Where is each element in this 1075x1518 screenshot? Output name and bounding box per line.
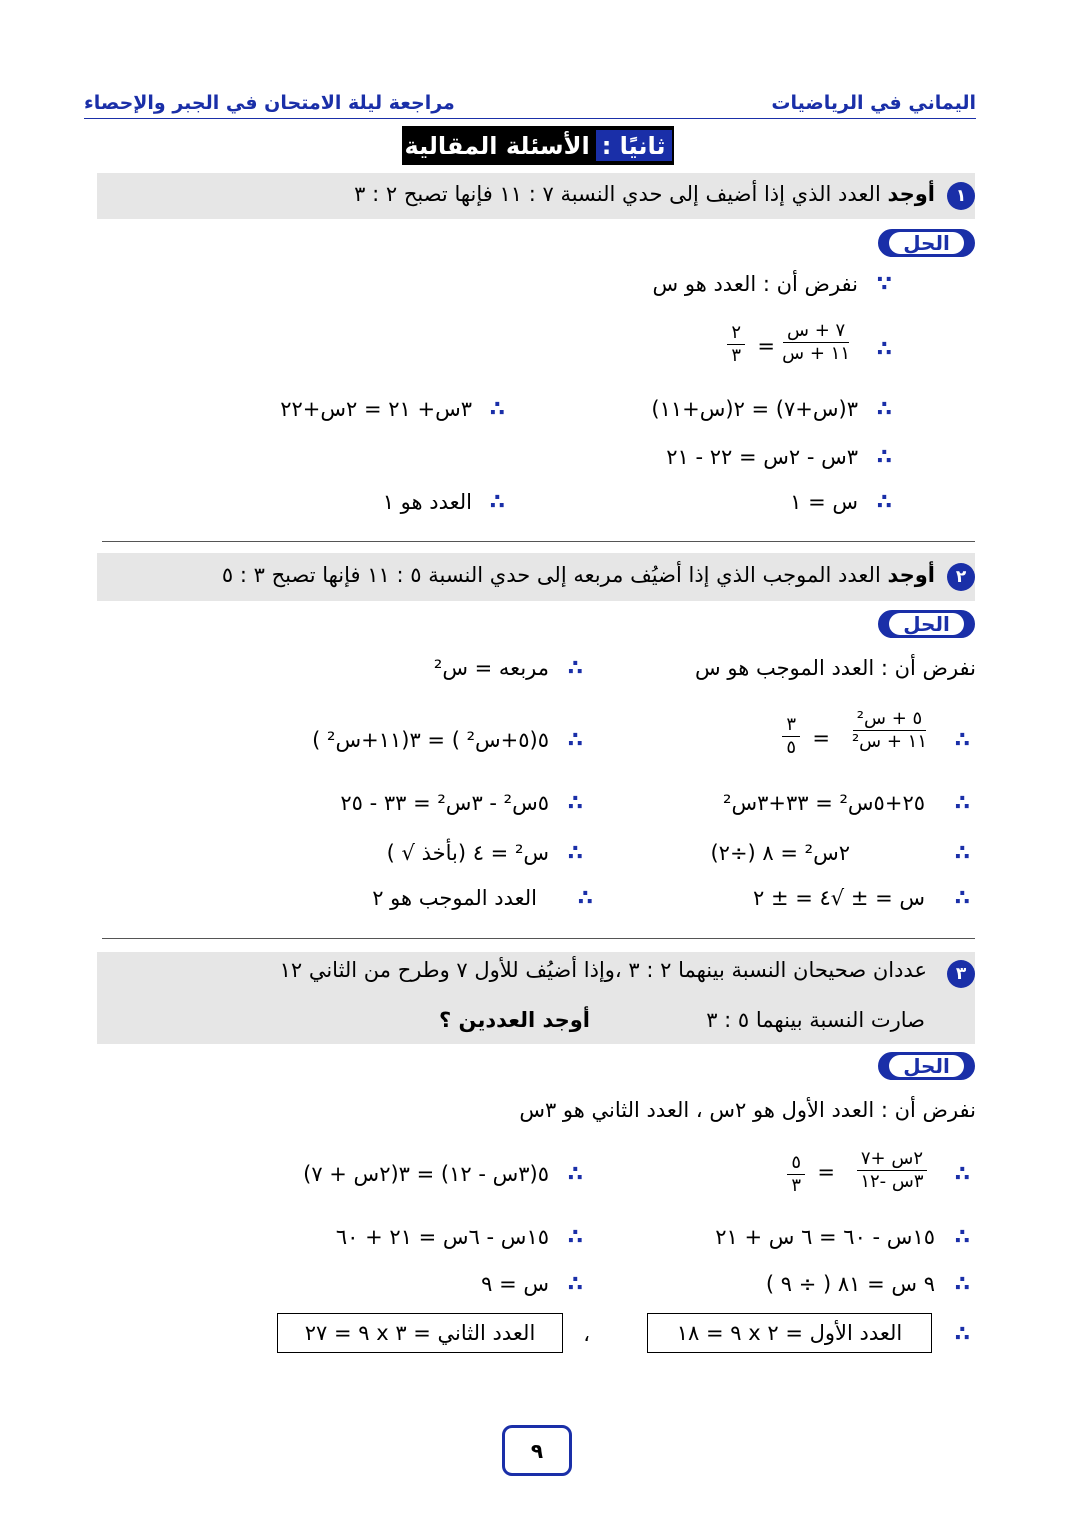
question-3-task: أوجد العددين ؟ [439, 1008, 590, 1032]
therefore-symbol: ∴ [954, 841, 970, 866]
q1-fraction-right [727, 322, 745, 367]
q3-fraction-left [857, 1148, 927, 1193]
q3-second-number-answer: العدد الثاني = ٣ x ٩ = ٢٧ [277, 1313, 563, 1353]
page-number: ٩ [502, 1425, 572, 1476]
therefore-symbol: ∴ [954, 728, 970, 753]
question-3-text-line2: صارت النسبة بينهما ٥ : ٣ [706, 1008, 925, 1032]
question-1-box [97, 173, 975, 219]
section-heading: الأسئلة المقالية [404, 131, 590, 160]
solution-label-2 [878, 610, 975, 638]
solution-label-3 [878, 1052, 975, 1080]
therefore-symbol: ∴ [567, 728, 583, 753]
q3-step-cross-multiply: ٥(٣س - ١٢) = ٣(٢س + ٧) [303, 1162, 549, 1186]
q2-step-square: مربعه = س² [433, 656, 549, 680]
fraction-denominator: ٥ [786, 737, 796, 758]
question-number-badge: ٢ [947, 563, 975, 591]
q3-fraction-right [787, 1152, 805, 1197]
question-number-badge: ٣ [947, 960, 975, 988]
therefore-symbol: ∴ [577, 886, 593, 911]
q1-step-assume: نفرض أن : العدد هو س [652, 272, 858, 296]
question-3-text-line1: عددان صحيحان النسبة بينهما ٢ : ٣ ،وإذا أضيُف للأول ٧ وطرح من الثاني ١٢ [279, 958, 927, 982]
therefore-symbol: ∴ [567, 1162, 583, 1187]
fraction-denominator: ١١ + س² [851, 731, 927, 752]
question-3-box [97, 952, 975, 1044]
q1-fraction-left [782, 320, 850, 365]
therefore-symbol: ∴ [567, 841, 583, 866]
fraction-numerator: ٢ [727, 322, 745, 345]
header-rule [84, 118, 976, 119]
q3-first-number-answer: العدد الأول = ٢ x ٩ = ١٨ [647, 1313, 932, 1353]
section-label: ثانيًا : [596, 130, 672, 161]
therefore-symbol: ∴ [567, 1225, 583, 1250]
fraction-denominator: ٣ [791, 1175, 801, 1196]
q2-step-root: س² = ٤ (بأخذ √ ) [386, 841, 549, 865]
q2-fraction-left [852, 708, 927, 753]
q1-answer: العدد هو ١ [382, 490, 472, 514]
q2-step-collect: ٥س² - ٣س² = ٣٣ - ٢٥ [340, 791, 549, 815]
therefore-symbol: ∴ [876, 445, 892, 470]
fraction-numerator: ٥ [787, 1152, 805, 1175]
q2-step-assume: نفرض أن : العدد الموجب هو س [695, 656, 976, 680]
therefore-symbol: ∴ [954, 791, 970, 816]
therefore-symbol: ∴ [954, 886, 970, 911]
answer-separator-comma: ، [583, 1322, 590, 1346]
q2-fraction-right [782, 714, 800, 759]
separator-line [102, 541, 975, 542]
question-2-verb: أوجد [887, 563, 935, 587]
question-1-verb: أوجد [887, 182, 935, 206]
q3-step-assume: نفرض أن : العدد الأول هو ٢س ، العدد الثاني هو ٣س [519, 1098, 976, 1122]
therefore-symbol: ∴ [567, 1272, 583, 1297]
fraction-denominator: ١١ + س [782, 343, 850, 364]
separator-line [102, 938, 975, 939]
therefore-symbol: ∴ [489, 490, 505, 515]
q1-step-cross-multiply: ٣(س+٧) = ٢(س+١١) [651, 397, 858, 421]
q2-step-cross-multiply: ٥(٥+س² ) = ٣(١١+س² ) [312, 728, 549, 752]
solution-label-text: الحل [889, 232, 964, 254]
q1-step-expand: ٣س+ ٢١ = ٢س+٢٢ [280, 397, 472, 421]
q3-step-divide: ٩ س = ٨١ ( ÷ ٩ ) [765, 1272, 935, 1296]
equals-sign: = [817, 1160, 835, 1184]
question-2-body: العدد الموجب الذي إذا أضيُف مربعه إلى حدي النسبة ٥ : ١١ فإنها تصبح ٣ : ٥ [221, 563, 888, 587]
therefore-symbol: ∴ [567, 656, 583, 681]
question-number-badge: ١ [947, 182, 975, 210]
q2-step-solution: س = ± √٤ = ± ٢ [752, 886, 925, 910]
q2-answer: العدد الموجب هو ٢ [372, 886, 537, 910]
therefore-symbol: ∴ [954, 1225, 970, 1250]
fraction-numerator: ٢س +٧ [857, 1148, 927, 1171]
solution-label-text: الحل [889, 1055, 964, 1077]
equals-sign: = [812, 726, 830, 750]
therefore-symbol: ∴ [954, 1162, 970, 1187]
question-1-body: العدد الذي إذا أضيف إلى حدي النسبة ٧ : ١١ فإنها تصبح ٢ : ٣ [354, 182, 888, 206]
fraction-numerator: ٥ + س² [853, 708, 926, 731]
therefore-symbol: ∴ [876, 490, 892, 515]
fraction-numerator: ٧ + س [783, 320, 849, 343]
q3-step-collect: ١٥س - ٦س = ٢١ + ٦٠ [335, 1225, 549, 1249]
therefore-symbol: ∴ [954, 1272, 970, 1297]
because-symbol: ∵ [876, 272, 892, 297]
fraction-denominator: ٣ [731, 345, 741, 366]
fraction-denominator: ٣س -١٢ [860, 1171, 924, 1192]
q1-step-solution: س = ١ [790, 490, 858, 514]
solution-label-text: الحل [889, 613, 964, 635]
q2-step-divide: ٢س² = ٨ (÷٢) [710, 841, 850, 865]
fraction-numerator: ٣ [782, 714, 800, 737]
q2-step-expand: ٢٥+٥س² = ٣٣+٣س² [723, 791, 925, 815]
equals-sign: = [757, 334, 775, 358]
question-2-box [97, 553, 975, 601]
therefore-symbol: ∴ [876, 397, 892, 422]
therefore-symbol: ∴ [954, 1322, 970, 1347]
question-2-text [222, 563, 935, 587]
question-1-text [354, 182, 935, 206]
header-chapter-title: مراجعة ليلة الامتحان في الجبر والإحصاء [84, 92, 455, 114]
q1-step-collect: ٣س - ٢س = ٢٢ - ٢١ [666, 445, 858, 469]
section-title [402, 126, 674, 165]
therefore-symbol: ∴ [876, 337, 892, 362]
q3-step-expand: ١٥س - ٦٠ = ٦ س + ٢١ [715, 1225, 935, 1249]
solution-label-1 [878, 229, 975, 257]
header-book-title: اليماني في الرياضيات [771, 92, 976, 114]
therefore-symbol: ∴ [489, 397, 505, 422]
q3-step-solution: س = ٩ [481, 1272, 549, 1296]
therefore-symbol: ∴ [567, 791, 583, 816]
